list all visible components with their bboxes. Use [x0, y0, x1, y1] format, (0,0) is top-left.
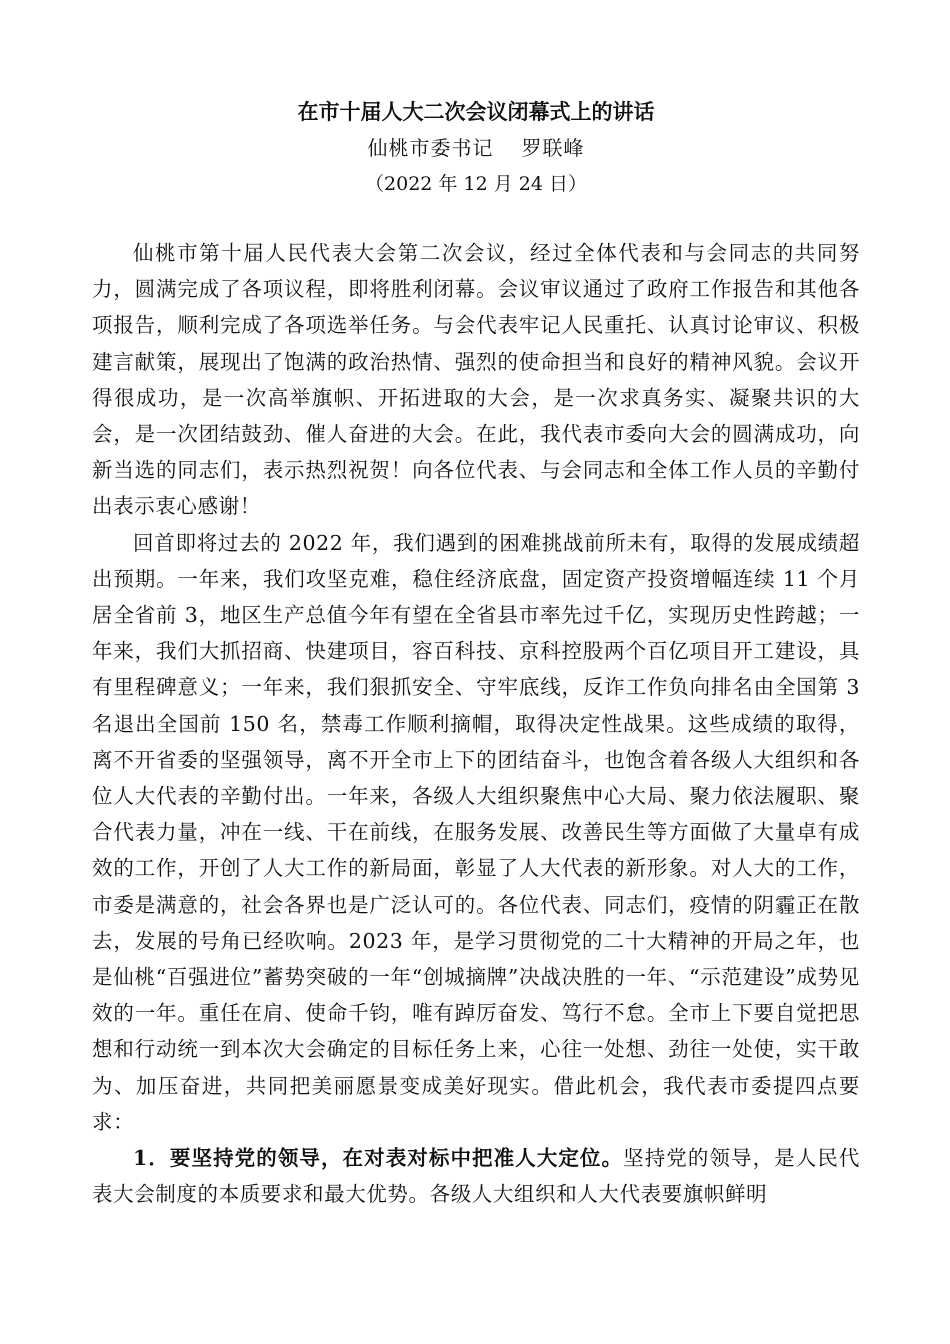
- requirement-1-heading: 1．要坚持党的领导，在对表对标中把准人大定位。: [133, 1146, 624, 1171]
- requirement-1-text: 坚持党的领导，是人民代表大会制度的本质要求和最大优势。各级人大组织和人大代表要旗帜鲜明: [92, 1146, 861, 1207]
- speech-date: （2022 年 12 月 24 日）: [365, 173, 587, 195]
- document-title: 在市十届人大二次会议闭幕式上的讲话: [297, 99, 655, 124]
- paragraph-opening: 仙桃市第十届人民代表大会第二次会议，经过全体代表和与会同志的共同努力，圆满完成了各项议程，即将胜利闭幕。会议审议通过了政府工作报告和其他各项报告，顺利完成了各项选举任务。与会代表牢记人民重托、认真讨论审议、积极建言献策，展现出了饱满的政治热情、强烈的使命担当和良好的精神风貌。会议开得很成功，是一次高举旗帜、开拓进取的大会，是一次求真务实、凝聚共识的大会，是一次团结鼓劲、催人奋进的大会。在此，我代表市委向大会的圆满成功，向新当选的同志们，表示热烈祝贺！向各位代表、与会同志和全体工作人员的辛勤付出表示衷心感谢！: [92, 241, 860, 519]
- document-page: [92, 95, 860, 1212]
- author-line: [92, 129, 860, 167]
- author-role: 仙桃市委书记: [367, 136, 494, 160]
- paragraph-review: 回首即将过去的 2022 年，我们遇到的困难挑战前所未有，取得的发展成绩超出预期。一年来，我们攻坚克难，稳住经济底盘，固定资产投资增幅连续 11 个月居全省前 3，地区生产总值今年有望在全省县市率先过千亿，实现历史性跨越；一年来，我们大抓招商、快建项目，容百科技、京科控股两个百亿项目开工建设，具有里程碑意义；一年来，我们狠抓安全、守牢底线，反诈工作负向排名由全国第 3 名退出全国前 150 名，禁毒工作顺利摘帽，取得决定性战果。这些成绩的取得，离不开省委的坚强领导，离不开全市上下的团结奋斗，也饱含着各级人大组织和各位人大代表的辛勤付出。一年来，各级人大组织聚焦中心大局、聚力依法履职、聚合代表力量，冲在一线、干在前线，在服务发展、改善民生等方面做了大量卓有成效的工作，开创了人大工作的新局面，彰显了人大代表的新形象。对人大的工作，市委是满意的，社会各界也是广泛认可的。各位代表、同志们，疫情的阴霾正在散去，发展的号角已经吹响。2023 年，是学习贯彻党的二十大精神的开局之年，也是仙桃“百强进位”蓄势突破的一年“创城摘牌”决战决胜的一年、“示范建设”成势见效的一年。重任在肩、使命千钧，唯有踔厉奋发、笃行不怠。全市上下要自觉把思想和行动统一到本次大会确定的目标任务上来，心往一处想、劲往一处使，实干敢为、加压奋进，共同把美丽愿景变成美好现实。借此机会，我代表市委提四点要求：: [92, 530, 860, 1134]
- paragraph-requirement-1: [92, 1140, 860, 1212]
- author-name: 罗联峰: [521, 136, 585, 160]
